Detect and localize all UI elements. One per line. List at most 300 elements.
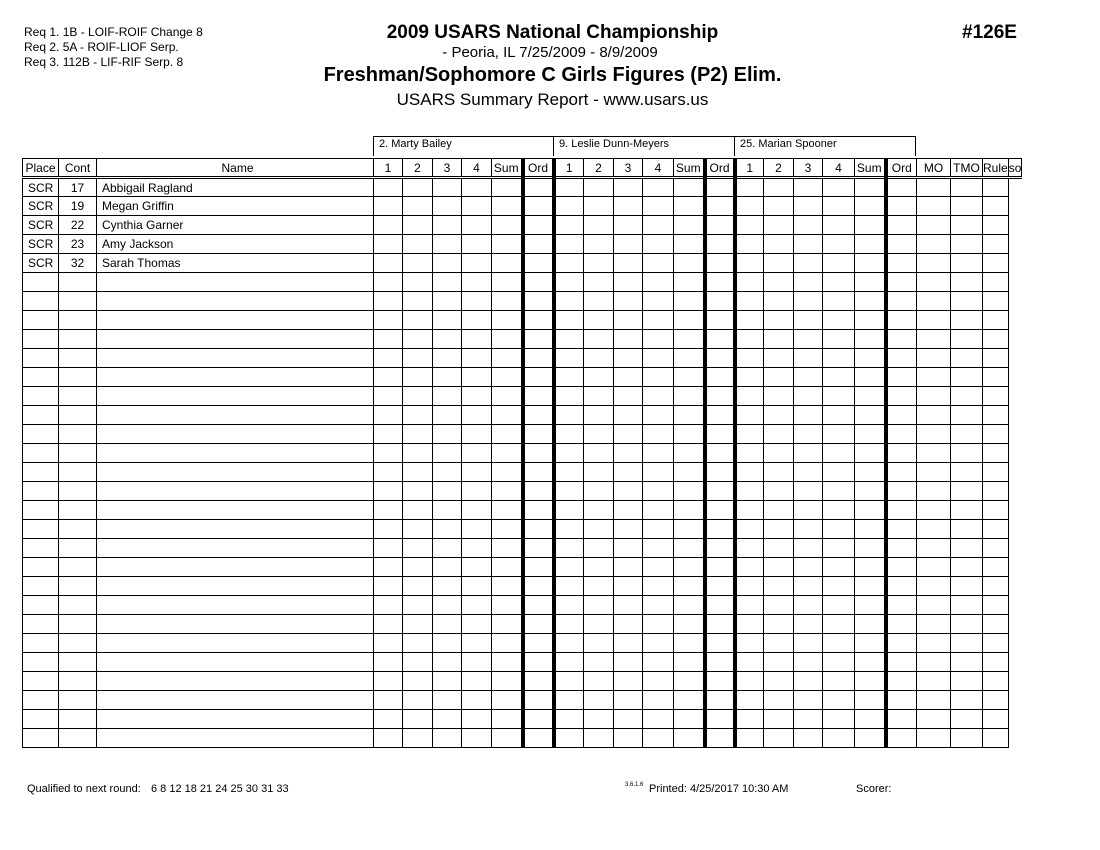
judge-header-2: 9. Leslie Dunn-Meyers [553,136,735,156]
score-cell [492,292,523,311]
event-name: Freshman/Sophomore C Girls Figures (P2) Elim. [323,64,782,86]
score-cell [523,577,554,596]
score-cell [764,539,794,558]
score-cell [951,425,983,444]
score-cell [705,482,735,501]
score-cell [554,539,584,558]
score-cell [794,197,823,216]
empty-info-cell [97,349,374,368]
score-cell [433,558,462,577]
score-cell [764,444,794,463]
score-cell [855,520,886,539]
score-cell [614,634,643,653]
score-cell [403,406,433,425]
score-cell [735,653,764,672]
j3-col-4: 4 [823,159,855,178]
score-cell [705,235,735,254]
score-cell [643,653,674,672]
score-cell [584,672,614,691]
score-cell [433,634,462,653]
score-cell [554,615,584,634]
score-cell [462,482,492,501]
score-cell [674,729,705,748]
empty-info-cell [97,615,374,634]
score-cell [705,349,735,368]
score-cell [403,235,433,254]
score-cell [614,425,643,444]
table-row [23,558,1022,577]
score-cell [433,254,462,273]
scorer-label: Scorer: [856,783,892,795]
score-cell [433,235,462,254]
score-cell [886,577,917,596]
empty-info-cell [59,425,97,444]
score-cell [855,406,886,425]
score-cell [492,178,523,197]
empty-info-cell [97,710,374,729]
score-cell [855,235,886,254]
score-cell [614,330,643,349]
score-cell [886,539,917,558]
score-cell [433,197,462,216]
score-cell [886,653,917,672]
score-cell [523,596,554,615]
score-cell [794,425,823,444]
score-cell [674,368,705,387]
score-cell [614,197,643,216]
score-cell [886,596,917,615]
championship-title: 2009 USARS National Championship [386,22,719,43]
score-cell [403,330,433,349]
score-cell [886,729,917,748]
score-cell [674,463,705,482]
score-cell [983,615,1009,634]
score-cell [886,387,917,406]
j2-col-2: 2 [584,159,614,178]
cont-cell: 17 [59,178,97,197]
table-row [23,729,1022,748]
score-cell [523,349,554,368]
empty-info-cell [23,273,59,292]
col-header-rule: Rule [983,159,1009,178]
empty-info-cell [97,387,374,406]
score-cell [492,672,523,691]
score-cell [705,368,735,387]
table-row [23,406,1022,425]
score-cell [735,596,764,615]
score-cell [951,501,983,520]
score-cell [886,406,917,425]
score-cell [855,330,886,349]
score-cell [705,216,735,235]
score-cell [462,254,492,273]
score-cell [917,463,951,482]
score-cell [584,197,614,216]
score-cell [643,216,674,235]
score-cell [674,691,705,710]
j1-col-ord: Ord [523,159,554,178]
score-cell [674,520,705,539]
score-cell [705,311,735,330]
score-cell [983,482,1009,501]
score-cell [705,558,735,577]
score-cell [433,216,462,235]
empty-info-cell [23,558,59,577]
empty-info-cell [97,406,374,425]
score-cell [492,729,523,748]
score-cell [917,330,951,349]
table-row [23,216,1022,235]
score-cell [735,615,764,634]
score-cell [886,615,917,634]
score-cell [403,311,433,330]
score-cell [951,197,983,216]
score-cell [403,178,433,197]
score-cell [403,729,433,748]
score-cell [917,197,951,216]
score-cell [951,691,983,710]
score-cell [433,482,462,501]
score-cell [764,349,794,368]
score-cell [886,444,917,463]
score-cell [643,463,674,482]
score-cell [823,482,855,501]
score-cell [554,463,584,482]
table-row [23,482,1022,501]
score-cell [855,710,886,729]
score-cell [462,444,492,463]
score-cell [403,425,433,444]
score-cell [735,292,764,311]
table-row [23,254,1022,273]
score-cell [983,463,1009,482]
table-row [23,330,1022,349]
score-cell [674,349,705,368]
score-cell [823,653,855,672]
score-cell [374,425,403,444]
score-cell [643,482,674,501]
score-cell [886,634,917,653]
score-cell [705,710,735,729]
score-cell [855,463,886,482]
empty-info-cell [23,729,59,748]
score-cell [462,672,492,691]
score-cell [614,501,643,520]
empty-info-cell [97,292,374,311]
score-cell [403,349,433,368]
score-cell [951,596,983,615]
score-cell [643,330,674,349]
score-cell [764,558,794,577]
score-cell [674,216,705,235]
score-cell [523,558,554,577]
score-cell [492,216,523,235]
score-cell [433,596,462,615]
score-cell [614,615,643,634]
score-cell [951,710,983,729]
score-cell [643,349,674,368]
score-cell [433,178,462,197]
score-cell [983,330,1009,349]
score-cell [433,330,462,349]
score-cell [643,520,674,539]
score-cell [614,254,643,273]
score-cell [823,254,855,273]
score-cell [983,596,1009,615]
score-cell [951,406,983,425]
score-cell [523,273,554,292]
score-cell [433,691,462,710]
score-cell [823,178,855,197]
score-cell [951,672,983,691]
score-cell [403,197,433,216]
empty-info-cell [23,311,59,330]
score-cell [823,729,855,748]
score-cell [917,596,951,615]
score-cell [643,710,674,729]
score-cell [951,520,983,539]
score-cell [643,311,674,330]
score-cell [584,482,614,501]
score-cell [794,311,823,330]
score-cell [674,615,705,634]
j1-col-sum: Sum [492,159,523,178]
score-cell [735,273,764,292]
score-cell [523,672,554,691]
score-cell [823,349,855,368]
score-cell [554,501,584,520]
score-cell [554,729,584,748]
score-cell [374,292,403,311]
table-row [23,634,1022,653]
score-cell [462,178,492,197]
score-cell [886,501,917,520]
score-cell [403,672,433,691]
score-cell [855,539,886,558]
empty-info-cell [59,596,97,615]
score-cell [523,292,554,311]
score-cell [983,425,1009,444]
score-cell [855,596,886,615]
score-cell [492,558,523,577]
j1-col-1: 1 [374,159,403,178]
score-cell [794,520,823,539]
version-code: 3.6.1.6 [625,782,644,788]
score-cell [584,691,614,710]
score-cell [735,501,764,520]
score-cell [764,596,794,615]
table-row [23,577,1022,596]
score-cell [983,387,1009,406]
score-cell [433,710,462,729]
score-cell [735,330,764,349]
score-cell [403,691,433,710]
score-cell [403,710,433,729]
score-cell [614,463,643,482]
score-cell [794,178,823,197]
empty-info-cell [23,501,59,520]
score-cell [403,634,433,653]
score-cell [855,653,886,672]
score-cell [917,444,951,463]
score-cell [643,501,674,520]
empty-info-cell [23,406,59,425]
score-cell [764,235,794,254]
score-cell [886,292,917,311]
score-cell [764,368,794,387]
results-table [22,158,1022,748]
score-cell [523,615,554,634]
score-cell [643,596,674,615]
empty-info-cell [97,653,374,672]
score-cell [855,482,886,501]
score-cell [917,311,951,330]
score-cell [554,387,584,406]
score-cell [643,691,674,710]
score-cell [855,311,886,330]
score-cell [462,425,492,444]
score-cell [584,444,614,463]
score-cell [886,273,917,292]
empty-info-cell [59,482,97,501]
score-cell [983,349,1009,368]
score-cell [705,615,735,634]
score-cell [584,558,614,577]
score-cell [433,463,462,482]
score-cell [674,482,705,501]
score-cell [403,387,433,406]
score-cell [764,729,794,748]
score-cell [794,558,823,577]
empty-info-cell [23,596,59,615]
empty-info-cell [23,710,59,729]
score-cell [705,691,735,710]
score-cell [462,235,492,254]
score-cell [584,425,614,444]
score-cell [584,539,614,558]
score-cell [855,615,886,634]
score-cell [462,596,492,615]
score-cell [983,501,1009,520]
score-cell [917,615,951,634]
score-cell [983,292,1009,311]
score-cell [554,634,584,653]
score-cell [823,425,855,444]
score-cell [917,691,951,710]
score-cell [433,387,462,406]
score-cell [374,349,403,368]
table-row [23,311,1022,330]
score-cell [492,311,523,330]
score-cell [643,558,674,577]
table-row [23,368,1022,387]
score-cell [886,463,917,482]
score-cell [584,710,614,729]
score-cell [523,634,554,653]
score-cell [794,501,823,520]
empty-info-cell [23,463,59,482]
place-cell: SCR [23,197,59,216]
empty-info-cell [59,292,97,311]
score-cell [886,710,917,729]
score-cell [492,539,523,558]
score-cell [764,672,794,691]
score-cell [917,501,951,520]
score-cell [823,235,855,254]
score-cell [823,520,855,539]
empty-info-cell [59,691,97,710]
score-cell [643,577,674,596]
score-cell [764,216,794,235]
score-cell [983,254,1009,273]
table-row [23,653,1022,672]
empty-info-cell [59,729,97,748]
score-cell [735,254,764,273]
score-cell [735,368,764,387]
score-cell [614,520,643,539]
score-cell [674,425,705,444]
score-cell [705,254,735,273]
score-cell [705,653,735,672]
empty-info-cell [59,615,97,634]
score-cell [794,672,823,691]
score-cell [951,311,983,330]
empty-info-cell [97,444,374,463]
score-cell [886,311,917,330]
score-cell [917,634,951,653]
score-cell [492,349,523,368]
score-cell [643,178,674,197]
score-cell [951,729,983,748]
score-cell [855,672,886,691]
place-cell: SCR [23,178,59,197]
score-cell [433,349,462,368]
score-cell [823,558,855,577]
empty-info-cell [97,539,374,558]
score-cell [823,197,855,216]
score-cell [823,501,855,520]
score-cell [584,273,614,292]
score-cell [554,330,584,349]
empty-info-cell [23,387,59,406]
score-cell [855,178,886,197]
score-cell [643,406,674,425]
j2-col-4: 4 [643,159,674,178]
score-cell [433,311,462,330]
j3-col-sum: Sum [855,159,886,178]
score-cell [855,349,886,368]
location-dates: - Peoria, IL 7/25/2009 - 8/9/2009 [442,44,658,61]
score-cell [983,368,1009,387]
score-cell [917,349,951,368]
score-cell [886,178,917,197]
score-cell [643,729,674,748]
score-cell [794,539,823,558]
score-cell [705,520,735,539]
score-cell [794,406,823,425]
empty-info-cell [59,406,97,425]
score-cell [492,463,523,482]
score-cell [523,653,554,672]
score-cell [523,539,554,558]
score-cell [554,178,584,197]
score-cell [403,653,433,672]
score-cell [614,577,643,596]
score-cell [614,216,643,235]
score-cell [433,406,462,425]
empty-info-cell [59,577,97,596]
score-cell [794,596,823,615]
